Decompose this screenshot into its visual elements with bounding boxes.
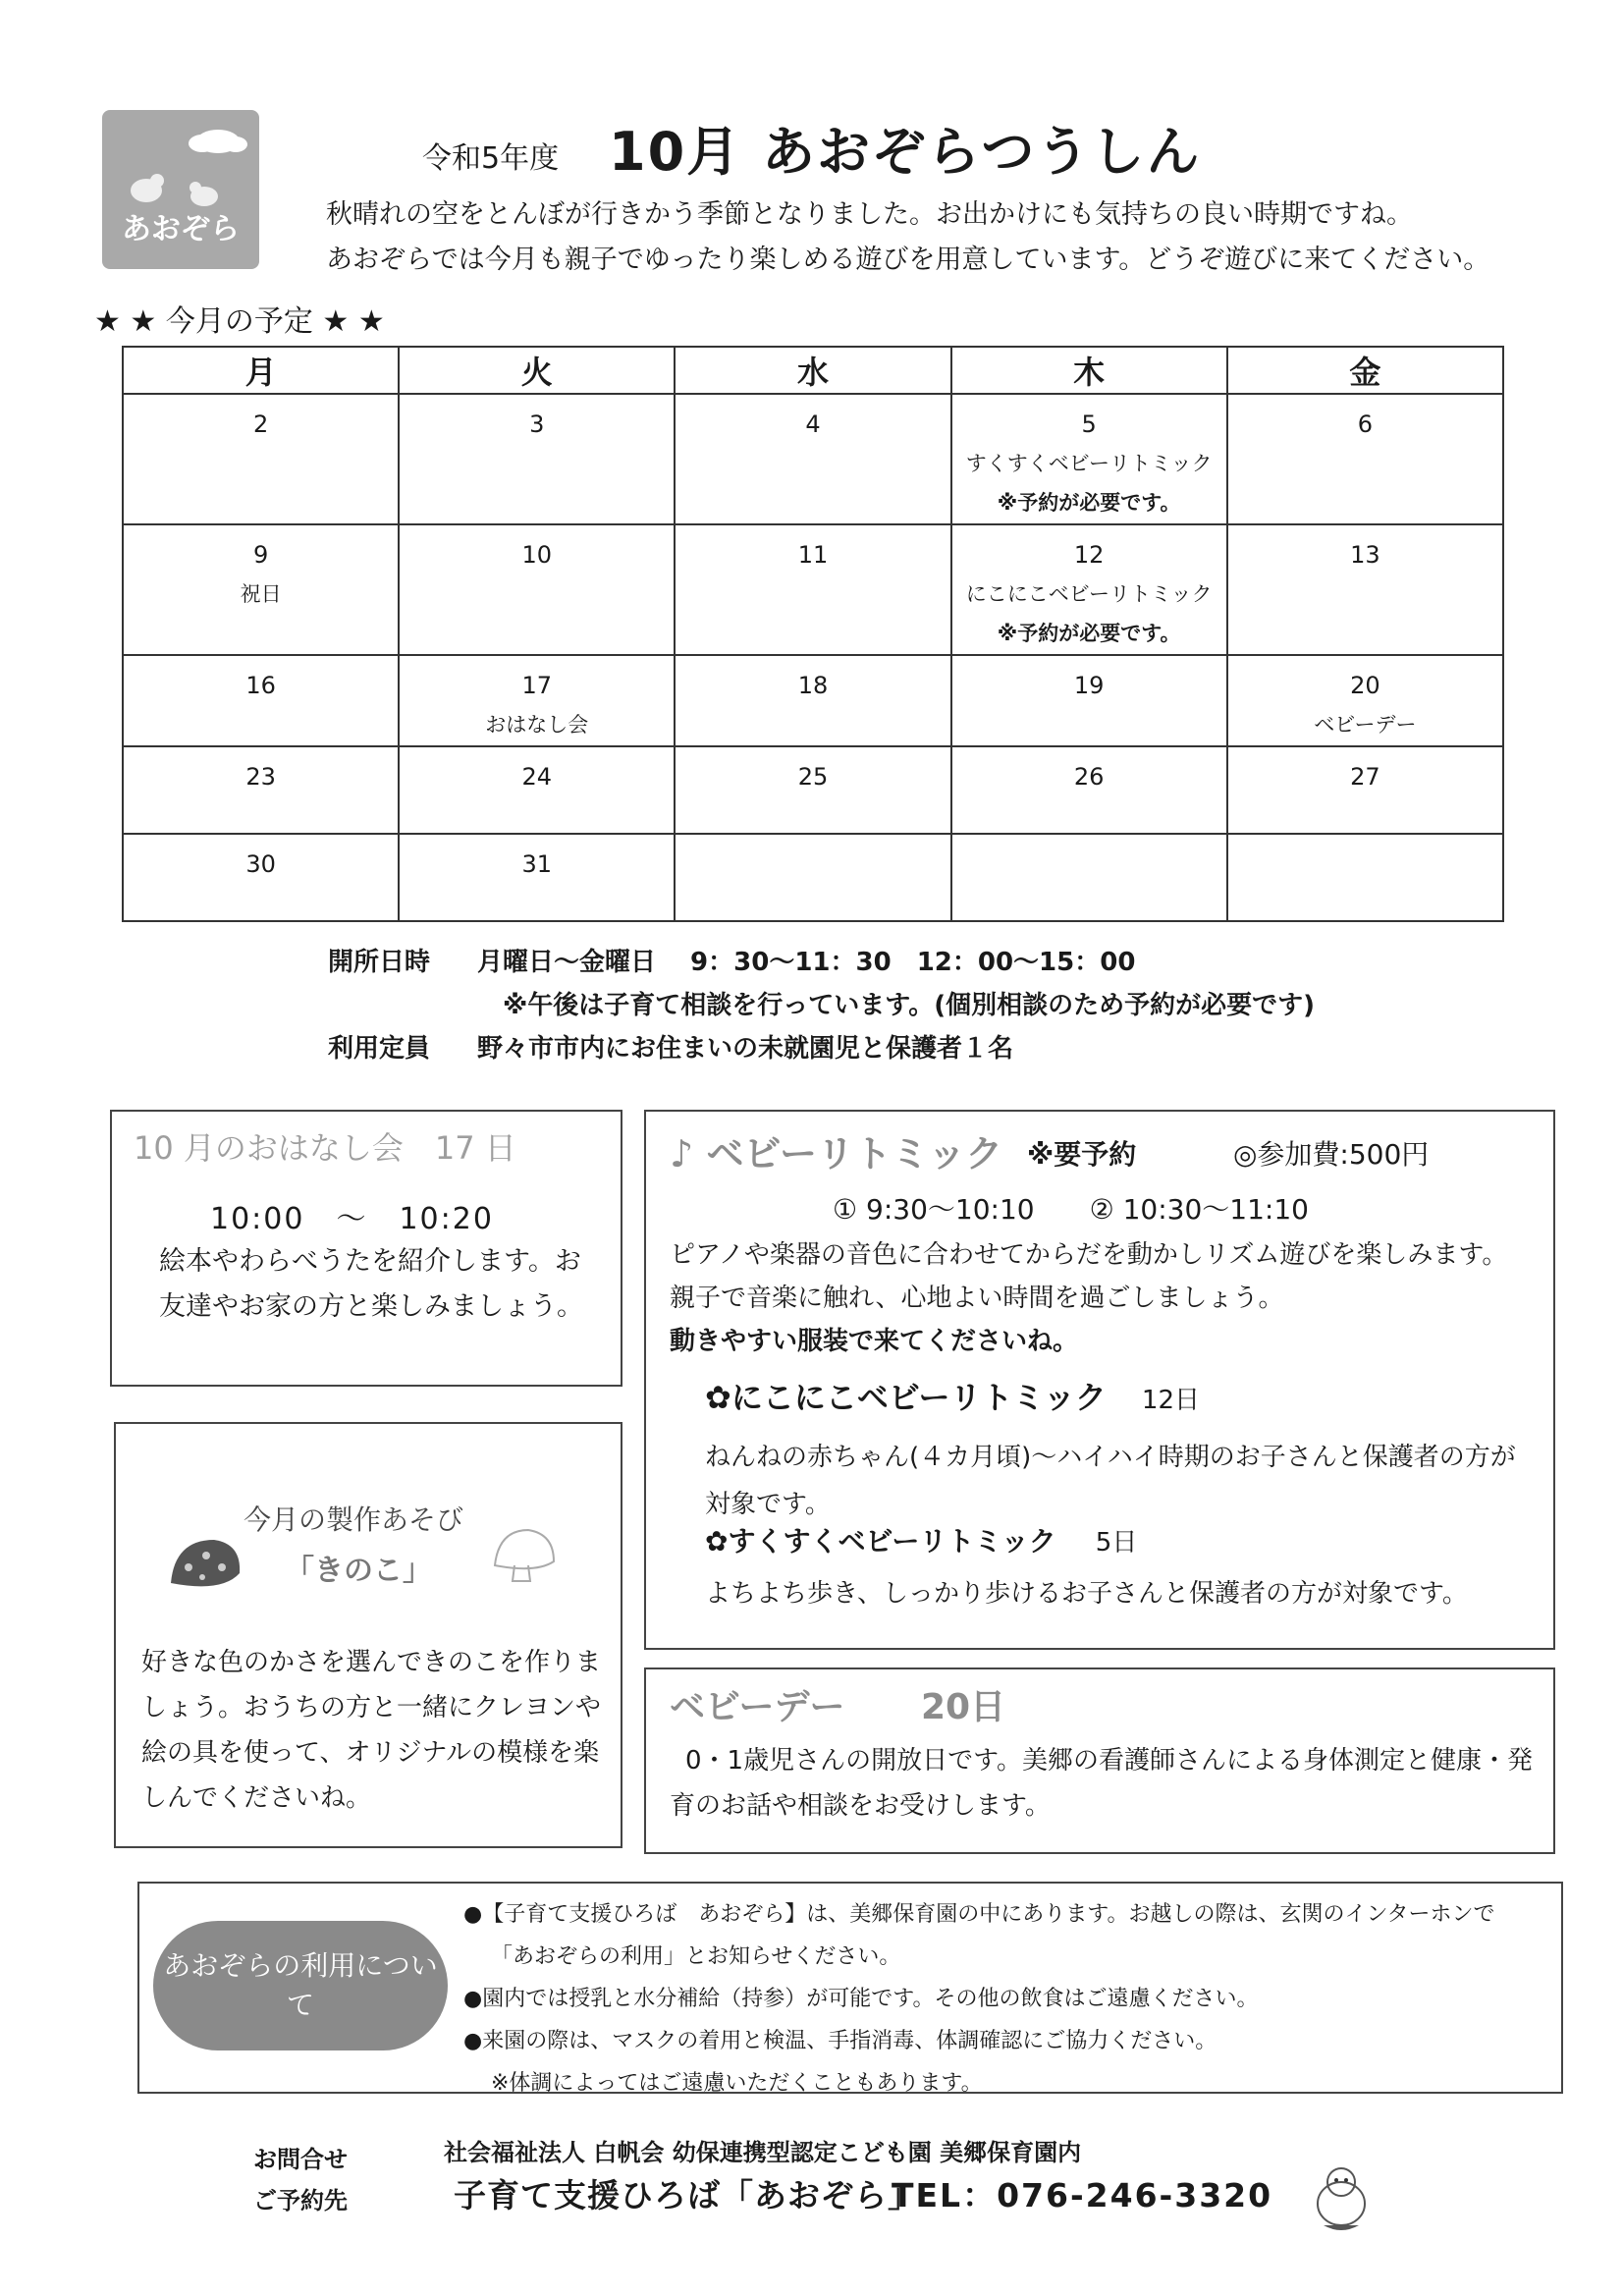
calendar-header-row	[123, 347, 1503, 394]
usage-item: ●【子育て支援ひろば あおぞら】は、美郷保育園の中にあります。お越しの際は、玄関のインターホンで	[463, 1902, 1495, 1927]
calendar-cell	[123, 834, 399, 921]
calendar-cell	[1227, 834, 1503, 921]
calendar-date: 31	[521, 850, 553, 878]
calendar-cell	[399, 394, 675, 524]
storytime-time: 10:00 ～ 10:20	[210, 1202, 494, 1236]
calendar-date: 12	[1073, 541, 1105, 569]
calendar-cell	[675, 655, 950, 746]
sukusuku-title: ✿すくすくベビーリトミック	[705, 1525, 1056, 1558]
baby-day-title: ベビーデー	[670, 1687, 845, 1727]
calendar-event: ※予約が必要です。	[997, 491, 1181, 515]
calendar-cell	[951, 655, 1227, 746]
storytime-title: 10 月のおはなし会 17 日	[134, 1129, 516, 1167]
calendar-cell	[951, 746, 1227, 834]
day-header: 火	[399, 347, 675, 394]
craft-heading: 今月の製作あそび	[243, 1503, 464, 1536]
calendar-week-row	[123, 746, 1503, 834]
calendar-date: 10	[521, 541, 553, 569]
usage-item: 「あおぞらの利用」とお知らせください。	[491, 1944, 901, 1969]
calendar	[122, 346, 1504, 922]
schedule-heading: ★ ★ 今月の予定 ★ ★	[94, 304, 385, 339]
calendar-date: 24	[521, 763, 553, 791]
calendar-event: ※予約が必要です。	[997, 622, 1181, 645]
calendar-date: 19	[1073, 672, 1105, 699]
sukusuku-day: 5日	[1095, 1528, 1138, 1558]
calendar-cell	[123, 394, 399, 524]
calendar-date: 5	[1081, 410, 1097, 438]
time-slots: ① 9:30～10:10 ② 10:30～11:10	[833, 1193, 1309, 1226]
calendar-week-row	[123, 394, 1503, 524]
calendar-cell	[951, 834, 1227, 921]
calendar-date: 17	[521, 672, 553, 699]
craft-body: 好きな色のかさを選んできのこを作りましょう。おうちの方と一緒にクレヨンや絵の具を使って、オリジナルの模様を楽しんでくださいね。	[141, 1648, 602, 1813]
calendar-cell	[675, 746, 950, 834]
open-value: 月曜日～金曜日 9：30～11：30 12：00～15：00	[477, 948, 1136, 977]
contact-phone: TEL：076-246-3320	[892, 2176, 1273, 2214]
era-year: 令和5年度	[422, 141, 560, 176]
calendar-event: にこにこベビーリトミック	[965, 582, 1213, 606]
calendar-cell	[1227, 524, 1503, 655]
calendar-date: 26	[1073, 763, 1105, 791]
calendar-date: 23	[245, 763, 276, 791]
calendar-cell	[123, 655, 399, 746]
calendar-week-row	[123, 834, 1503, 921]
craft-box	[114, 1422, 622, 1848]
baby-day-body: 0・1歳児さんの開放日です。美郷の看護師さんによる身体測定と健康・発育のお話や相談をお受けします。	[670, 1746, 1534, 1821]
usage-list	[463, 1893, 1543, 2105]
contact-name: 子育て支援ひろば「あおぞら」	[454, 2176, 921, 2214]
calendar-cell	[1227, 655, 1503, 746]
nikoniko-title: ✿にこにこベビーリトミック	[705, 1379, 1107, 1416]
nikoniko-day: 12日	[1141, 1386, 1200, 1415]
calendar-date: 6	[1357, 410, 1374, 438]
calendar-date: 27	[1350, 763, 1380, 791]
usage-item: ●来園の際は、マスクの着用と検温、手指消毒、体調確認にご協力ください。	[463, 2029, 1217, 2053]
calendar-cell	[951, 394, 1227, 524]
calendar-date: 30	[245, 850, 276, 878]
usage-item: ●園内では授乳と水分補給（持参）が可能です。その他の飲食はご遠慮ください。	[463, 1987, 1259, 2011]
calendar-date: 9	[252, 541, 269, 569]
reservation-note: ※要予約	[1027, 1138, 1137, 1171]
contact-label-inquiry: お問合せ	[253, 2146, 348, 2173]
calendar-date: 16	[245, 672, 276, 699]
calendar-date: 11	[797, 541, 829, 569]
day-header: 木	[951, 347, 1227, 394]
calendar-week-row	[123, 524, 1503, 655]
calendar-date: 2	[252, 410, 269, 438]
capacity-value: 野々市市内にお住まいの未就園児と保護者１名	[477, 1034, 1014, 1064]
usage-info-box	[137, 1882, 1563, 2094]
calendar-date: 4	[805, 410, 821, 438]
desc-line: 動きやすい服装で来てくださいね。	[670, 1327, 1079, 1356]
calendar-date: 18	[797, 672, 829, 699]
aozora-logo	[102, 110, 259, 269]
calendar-cell	[399, 655, 675, 746]
contact-labels	[253, 2139, 348, 2221]
calendar-event: すくすくベビーリトミック	[965, 452, 1213, 475]
sukusuku-heading	[705, 1520, 1137, 1559]
storytime-box	[110, 1110, 622, 1387]
chick-illustration-icon	[1304, 2160, 1379, 2235]
afternoon-note: ※午後は子育て相談を行っています。(個別相談のため予約が必要です)	[503, 991, 1315, 1020]
intro-line: 秋晴れの空をとんぼが行きかう季節となりました。お出かけにも気持ちの良い時期ですね。	[326, 199, 1413, 230]
calendar-cell	[1227, 394, 1503, 524]
calendar-cell	[1227, 746, 1503, 834]
rhythmic-title: ♪ ベビーリトミック	[670, 1132, 1003, 1175]
page-title: 10月 あおぞらつうしん	[609, 121, 1202, 183]
calendar-cell	[399, 834, 675, 921]
baby-rhythmic-box	[644, 1110, 1555, 1650]
sukusuku-body: よちよち歩き、しっかり歩けるお子さんと保護者の方が対象です。	[705, 1579, 1468, 1609]
calendar-date: 3	[529, 410, 545, 438]
day-header: 水	[675, 347, 950, 394]
calendar-event: おはなし会	[485, 713, 589, 737]
intro-line: あおぞらでは今月も親子でゆったり楽しめる遊びを用意しています。どうぞ遊びに来てください。	[326, 245, 1490, 275]
calendar-cell	[123, 524, 399, 655]
birds-cloud-icon	[102, 110, 259, 218]
baby-day-box	[644, 1667, 1555, 1854]
baby-day-date: 20日	[921, 1687, 1006, 1727]
day-header: 月	[123, 347, 399, 394]
calendar-date: 13	[1350, 541, 1380, 569]
open-label: 開所日時	[328, 948, 431, 977]
nikoniko-body: ねんねの赤ちゃん(４カ月頃)～ハイハイ時期のお子さんと保護者の方が対象です。	[705, 1443, 1516, 1519]
contact-label-reservation: ご予約先	[253, 2187, 348, 2214]
day-header: 金	[1227, 347, 1503, 394]
craft-name: 「きのこ」	[285, 1554, 432, 1588]
contact-organization: 社会福祉法人 白帆会 幼保連携型認定こども園 美郷保育園内	[444, 2139, 1082, 2166]
calendar-event: ベビーデー	[1314, 713, 1417, 737]
calendar-cell	[675, 834, 950, 921]
desc-line: 親子で音楽に触れ、心地よい時間を過ごしましょう。	[670, 1284, 1284, 1313]
calendar-date: 20	[1350, 672, 1380, 699]
calendar-cell	[675, 394, 950, 524]
calendar-cell	[399, 746, 675, 834]
usage-item: ※体調によってはご遠慮いただくこともあります。	[491, 2071, 983, 2096]
mushroom-cap-icon	[167, 1534, 245, 1597]
rhythmic-description	[670, 1233, 1534, 1363]
logo-label: あおぞら	[122, 212, 240, 246]
calendar-cell	[399, 524, 675, 655]
fee-note: ◎参加費:500円	[1233, 1138, 1430, 1171]
calendar-cell	[675, 524, 950, 655]
storytime-body: 絵本やわらべうたを紹介します。お友達やお家の方と楽しみましょう。	[159, 1246, 583, 1322]
calendar-event: 祝日	[240, 582, 282, 606]
calendar-cell	[951, 524, 1227, 655]
nikoniko-heading	[705, 1373, 1200, 1418]
calendar-cell	[123, 746, 399, 834]
calendar-week-row	[123, 655, 1503, 746]
capacity-label: 利用定員	[328, 1034, 431, 1064]
intro-text	[326, 192, 1489, 283]
mushroom-illustration-icon	[489, 1522, 560, 1585]
desc-line: ピアノや楽器の音色に合わせてからだを動かしリズム遊びを楽しみます。	[670, 1240, 1508, 1270]
calendar-date: 25	[797, 763, 829, 791]
opening-hours	[328, 941, 1315, 1070]
usage-pill: あおぞらの利用について	[153, 1921, 448, 2050]
